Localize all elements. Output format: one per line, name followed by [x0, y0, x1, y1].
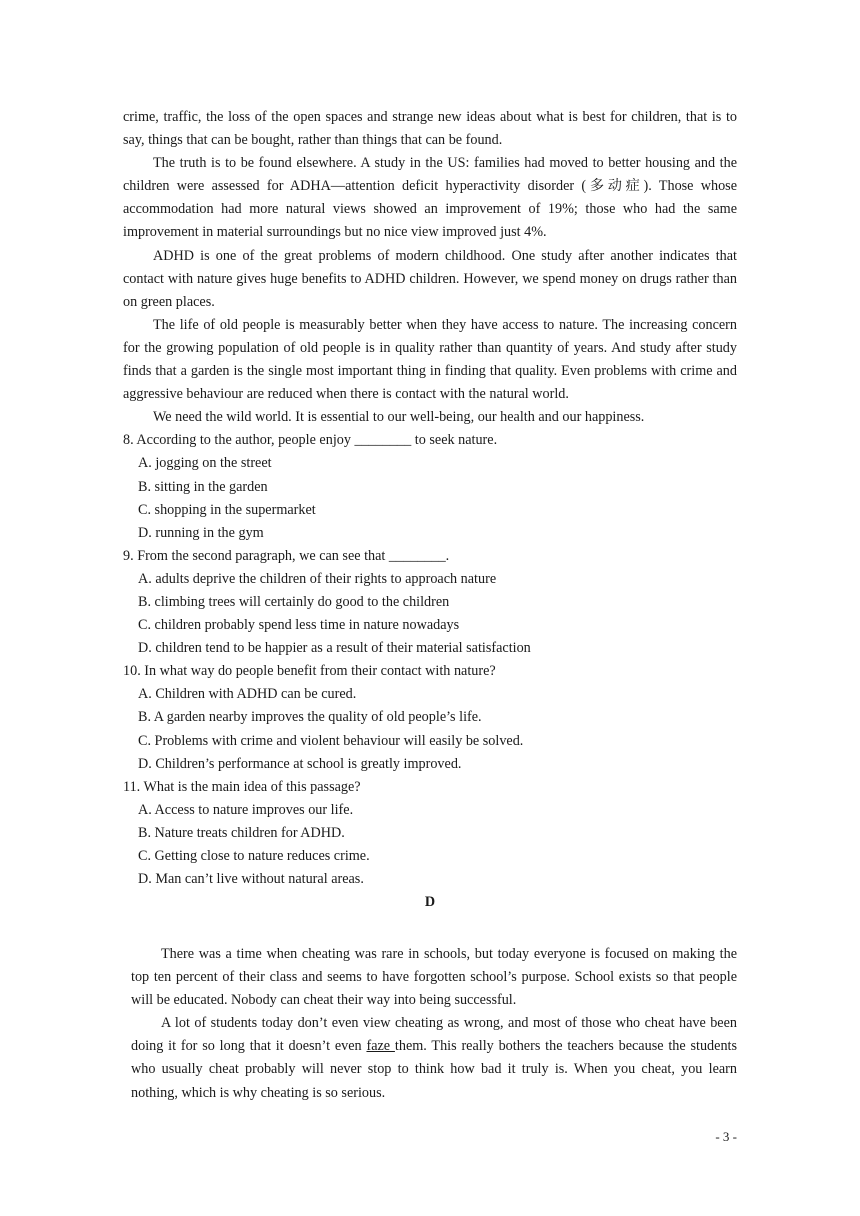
page-number: - 3 -: [715, 1129, 737, 1144]
question-11: [123, 776, 737, 891]
option-a: A. adults deprive the children of their rights to approach nature: [138, 570, 497, 587]
paragraph-5: We need the wild world. It is essential to our well-being, our health and our happiness.: [153, 409, 645, 426]
question-8: [123, 429, 737, 544]
underlined-word: faze: [366, 1038, 395, 1055]
option-c: C. shopping in the supermarket: [138, 501, 316, 518]
option-c: C. Problems with crime and violent behaviour will easily be solved.: [138, 732, 524, 749]
question-9: [123, 545, 737, 660]
question-stem: 8. According to the author, people enjoy ________ to seek nature.: [123, 432, 498, 449]
option-c: C. children probably spend less time in nature nowadays: [138, 617, 460, 634]
option-a: A. jogging on the street: [138, 455, 272, 472]
paragraph-d-1: There was a time when cheating was rare in schools, but today everyone is focused on making the top ten percent of their class and seems to have forgotten school’s purpose. School exists so that people will be educated. Nobody can cheat their way into being successful.: [131, 946, 737, 1009]
option-b: B. Nature treats children for ADHD.: [138, 824, 345, 841]
option-d: D. running in the gym: [138, 524, 264, 541]
question-stem: 10. In what way do people benefit from their contact with nature?: [123, 663, 496, 680]
option-a: A. Children with ADHD can be cured.: [138, 686, 357, 703]
paragraph-2: The truth is to be found elsewhere. A study in the US: families had moved to better housing and the children were assessed for ADHA—attention deficit hyperactivity disorder (多动症). Those whose accommodation had more natural views showed an improvement of 19%; those who had the same improvement in material surroundings but no nice view improved just 4%.: [123, 155, 737, 241]
paragraph-d-2: [131, 1012, 737, 1104]
passage-d-text: [131, 943, 737, 1105]
option-d: D. Children’s performance at school is greatly improved.: [138, 755, 462, 772]
paragraph-3: ADHD is one of the great problems of modern childhood. One study after another indicates that contact with nature gives huge benefits to ADHD children. However, we spend money on drugs rather than on green places.: [123, 247, 737, 310]
section-d-title: D: [424, 894, 436, 911]
option-c: C. Getting close to nature reduces crime.: [138, 848, 370, 864]
question-stem: 9. From the second paragraph, we can see that ________.: [123, 547, 450, 564]
text-after-underline: them. This really bothers the teachers because the students who usually cheat probably will never stop to think how bad it truly is. When you cheat, you learn nothing, which is why cheating is so serious.: [131, 1038, 738, 1101]
paragraph-1: crime, traffic, the loss of the open spaces and strange new ideas about what is best for children, that is to say, things that can be bought, rather than things that can be found.: [123, 109, 737, 149]
option-b: B. sitting in the garden: [138, 478, 268, 495]
option-b: B. A garden nearby improves the quality of old people’s life.: [138, 709, 482, 726]
option-b: B. climbing trees will certainly do good to the children: [138, 593, 450, 610]
text-before-underline: A lot of students today don’t even view cheating as wrong, and most of those who cheat have been doing it for so long that it doesn’t even: [131, 1015, 737, 1055]
passage-c-text: [123, 106, 737, 914]
option-d: D. children tend to be happier as a result of their material satisfaction: [138, 640, 531, 657]
paragraph-4: The life of old people is measurably better when they have access to nature. The increasing concern for the growing population of old people is in quality rather than quantity of years. And study after study finds that a garden is the single most important thing in finding that quality. Even problems with crime and aggressive behaviour are reduced when there is contact with the natural world.: [123, 316, 737, 403]
option-a: A. Access to nature improves our life.: [138, 801, 354, 818]
option-d: D. Man can’t live without natural areas.: [138, 871, 364, 888]
question-stem: 11. What is the main idea of this passage?: [123, 778, 361, 795]
question-10: [123, 660, 737, 775]
